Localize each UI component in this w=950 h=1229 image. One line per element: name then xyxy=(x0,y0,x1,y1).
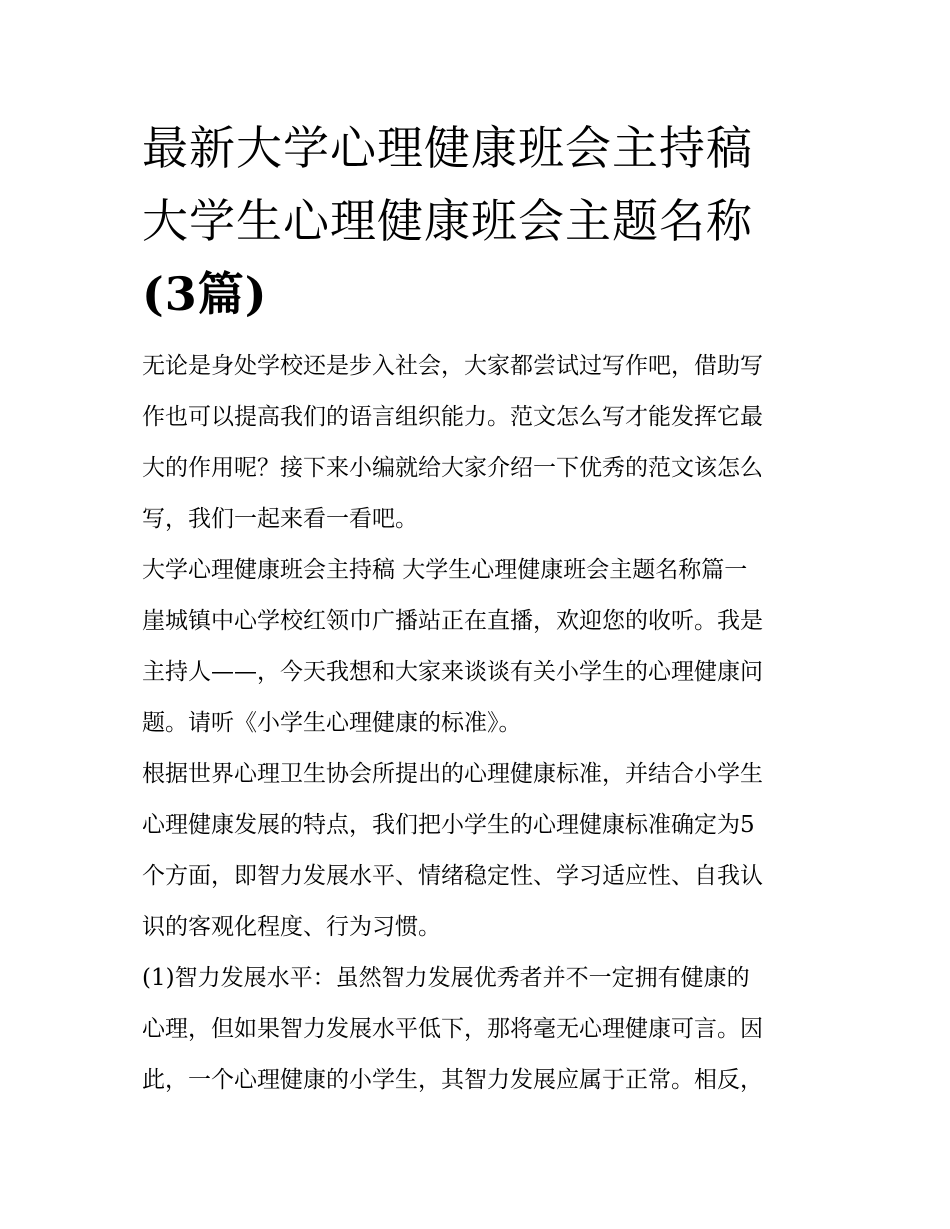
paragraph-line: 崖城镇中心学校红领巾广播站正在直播，欢迎您的收听。我是 xyxy=(142,608,763,634)
paragraph-intro xyxy=(142,341,814,545)
title-line-2: 大学生心理健康班会主题名称 xyxy=(142,194,753,248)
paragraph-line: 根据世界心理卫生协会所提出的心理健康标准，并结合小学生 xyxy=(142,761,763,787)
paragraph-line: 作也可以提高我们的语言组织能力。范文怎么写才能发挥它最 xyxy=(142,404,763,430)
document-title xyxy=(142,112,814,331)
paragraph-line: 题。请听《小学生心理健康的标准》。 xyxy=(142,710,522,736)
paragraph-line: (1)智力发展水平：虽然智力发展优秀者并不一定拥有健康的 xyxy=(142,965,750,991)
paragraph-line: 大学心理健康班会主持稿 大学生心理健康班会主题名称篇一 xyxy=(142,557,748,583)
document-content xyxy=(142,112,814,1106)
title-line-3: (3篇) xyxy=(142,267,268,321)
paragraph-intelligence xyxy=(142,953,814,1106)
paragraph-line: 主持人——，今天我想和大家来谈谈有关小学生的心理健康问 xyxy=(142,659,763,685)
paragraph-line: 此，一个心理健康的小学生，其智力发展应属于正常。相反， xyxy=(142,1067,763,1093)
paragraph-line: 心理健康发展的特点，我们把小学生的心理健康标准确定为5 xyxy=(142,812,755,838)
paragraph-line: 个方面，即智力发展水平、情绪稳定性、学习适应性、自我认 xyxy=(142,863,763,889)
paragraph-line: 识的客观化程度、行为习惯。 xyxy=(142,914,441,940)
title-line-1: 最新大学心理健康班会主持稿 xyxy=(142,121,753,175)
paragraph-line: 无论是身处学校还是步入社会，大家都尝试过写作吧，借助写 xyxy=(142,353,763,379)
paragraph-line: 心理，但如果智力发展水平低下，那将毫无心理健康可言。因 xyxy=(142,1016,763,1042)
section-heading xyxy=(142,545,814,596)
paragraph-line: 大的作用呢？接下来小编就给大家介绍一下优秀的范文该怎么 xyxy=(142,455,763,481)
paragraph-line: 写，我们一起来看一看吧。 xyxy=(142,506,418,532)
paragraph-broadcast xyxy=(142,596,814,749)
paragraph-standards xyxy=(142,749,814,953)
